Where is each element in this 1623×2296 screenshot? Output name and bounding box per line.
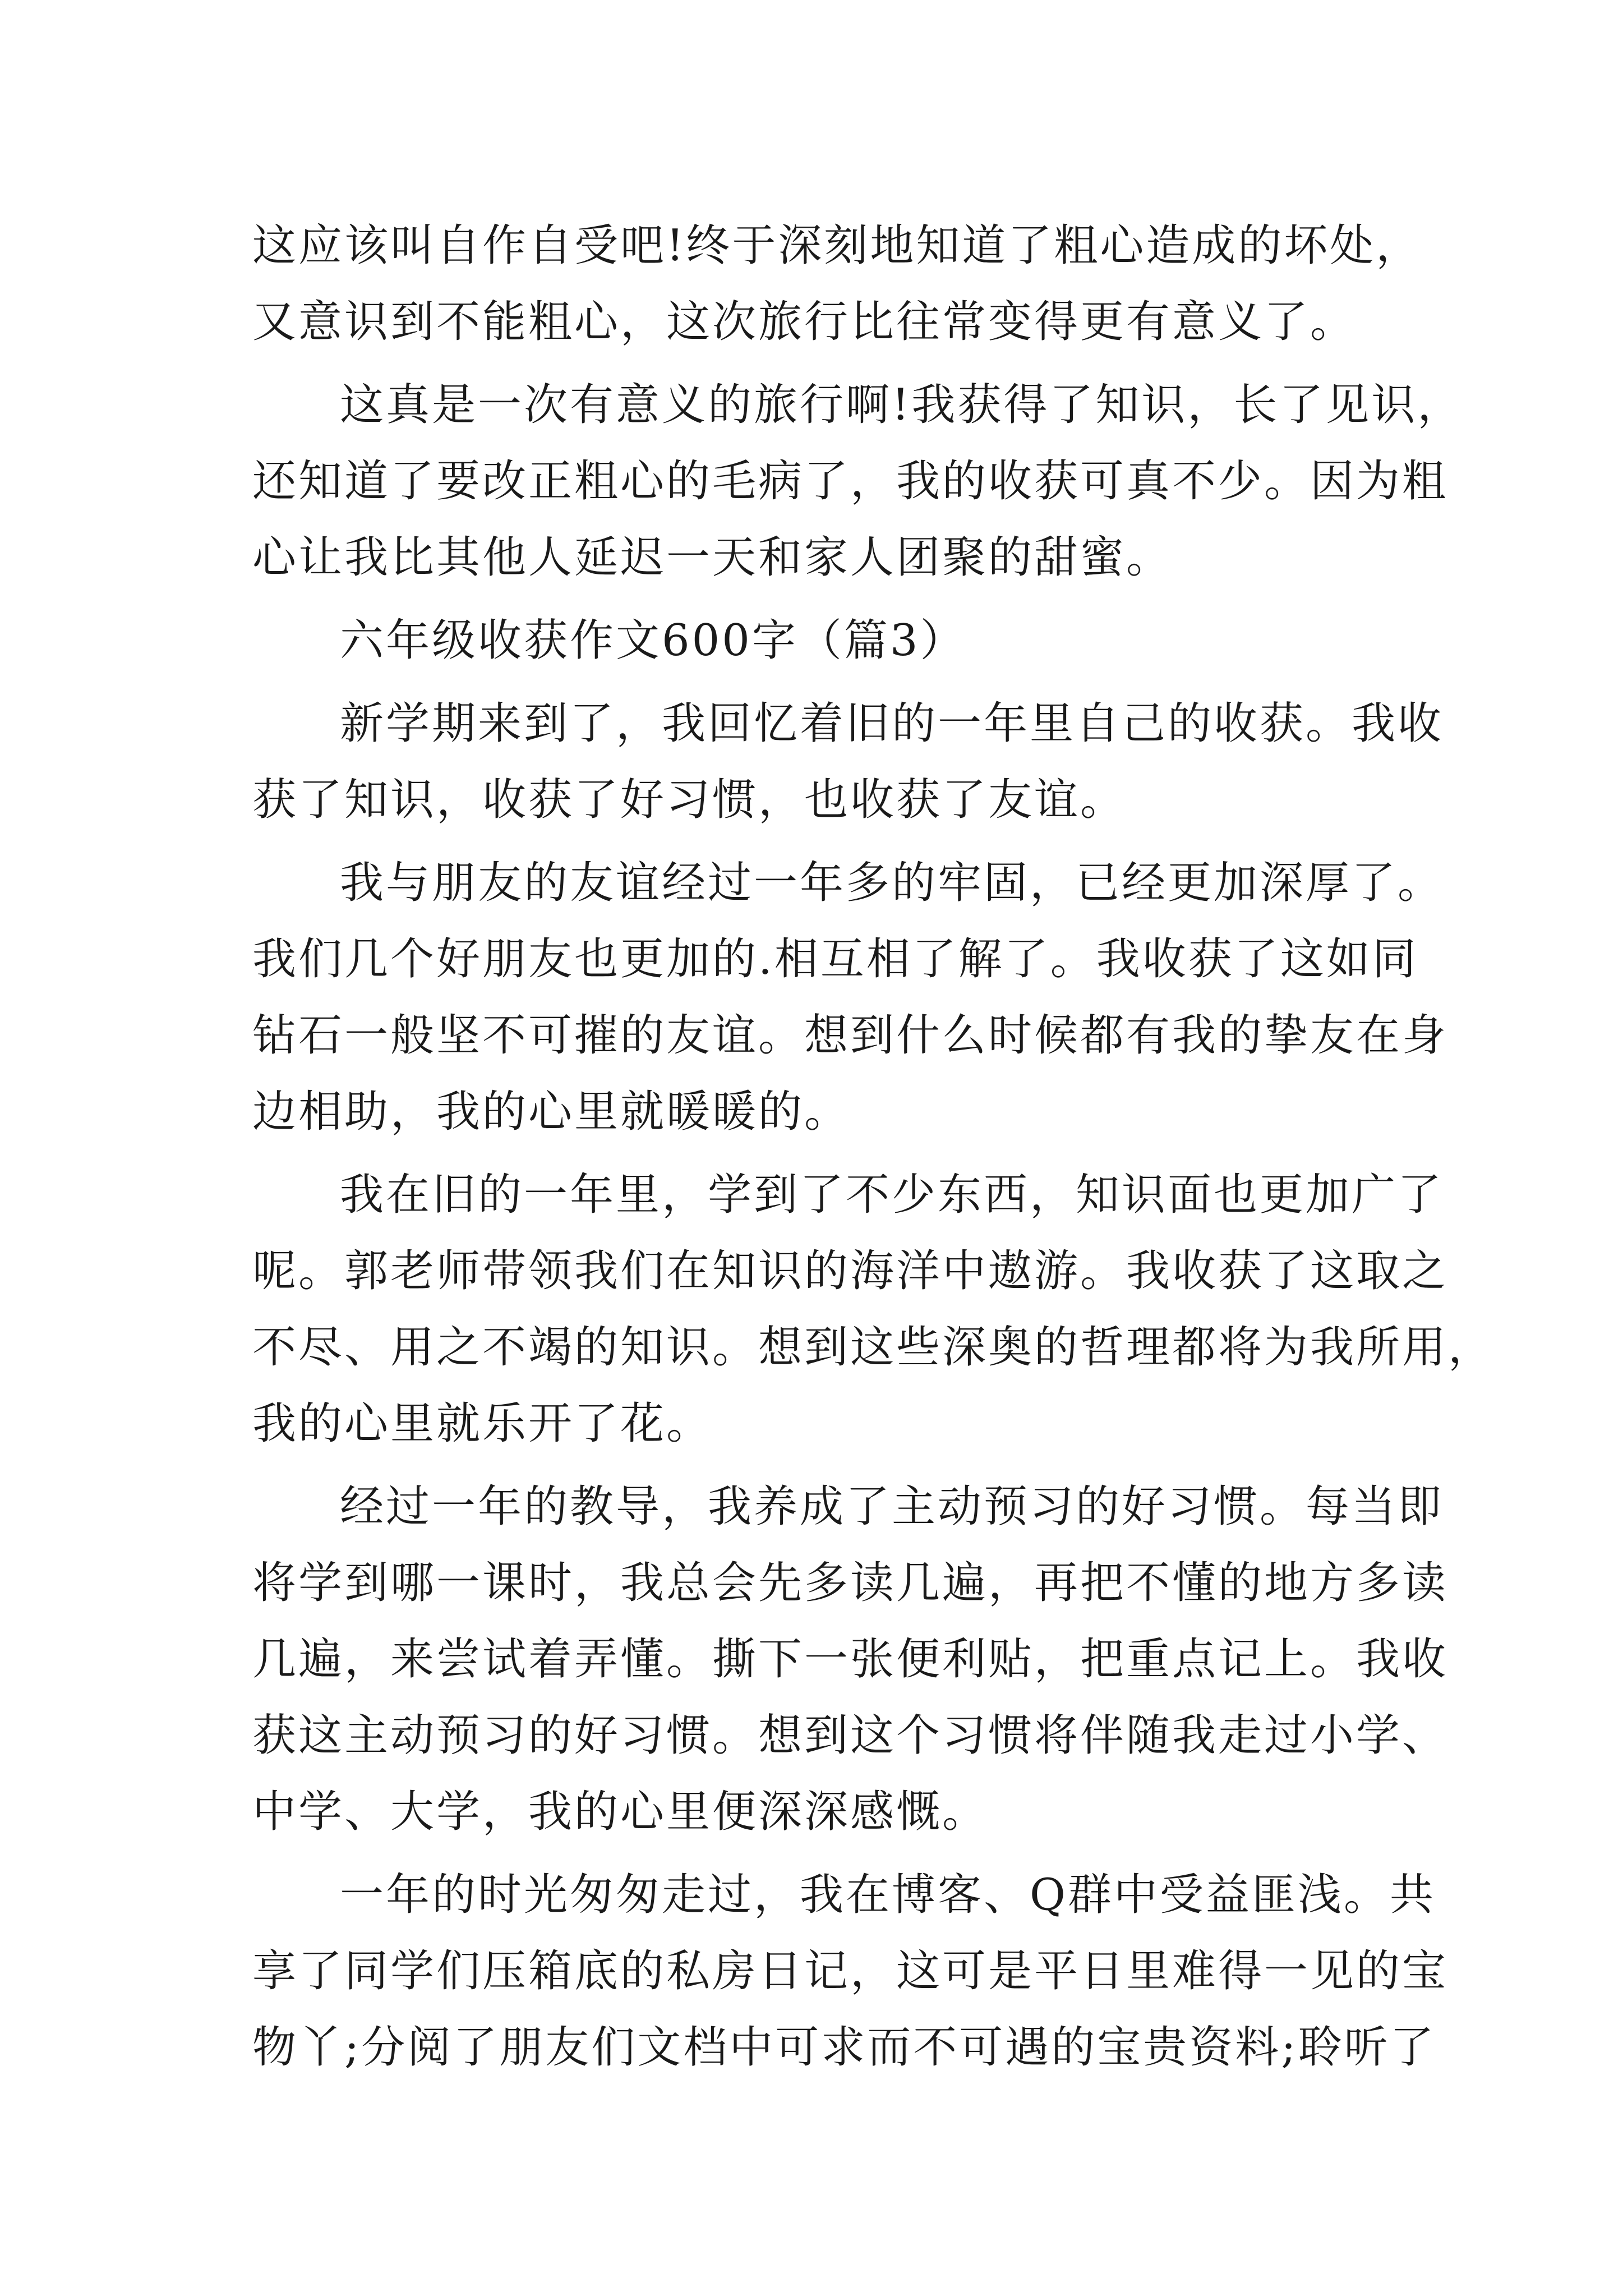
text-line: 呢。郭老师带领我们在知识的海洋中遨游。我收获了这取之 [252, 1246, 1449, 1296]
paragraph-gap [252, 1462, 1385, 1469]
text-line: 钻石一般坚不可摧的友谊。想到什么时候都有我的挚友在身 [252, 1010, 1449, 1061]
paragraph-gap [252, 1150, 1385, 1157]
text-line: 这真是一次有意义的旅行啊!我获得了知识，长了见识， [340, 380, 1464, 430]
text-line: 享了同学们压箱底的私房日记，这可是平日里难得一见的宝 [252, 1946, 1449, 1996]
text-line: 经过一年的教导，我养成了主动预习的好习惯。每当即 [340, 1481, 1444, 1532]
text-line: 中学、大学，我的心里便深深感慨。 [252, 1787, 989, 1837]
paragraph-gap [252, 679, 1385, 685]
text-line: 获这主动预习的好习惯。想到这个习惯将伴随我走过小学、 [252, 1710, 1449, 1761]
text-line: 我的心里就乐开了花。 [252, 1398, 713, 1449]
text-line: 又意识到不能粗心，这次旅行比往常变得更有意义了。 [252, 297, 1357, 347]
document-body [252, 208, 1495, 2086]
text-line: 六年级收获作文600字（篇3） [340, 615, 966, 666]
text-line: 我与朋友的友谊经过一年多的牢固，已经更加深厚了。 [340, 858, 1444, 908]
text-line: 我在旧的一年里，学到了不少东西，知识面也更加广了 [340, 1170, 1444, 1220]
paragraph-gap [252, 1850, 1385, 1857]
text-line: 边相助，我的心里就暖暖的。 [252, 1087, 851, 1137]
paragraph-gap [252, 596, 1385, 602]
text-line: 几遍，来尝试着弄懂。撕下一张便利贴，把重点记上。我收 [252, 1634, 1449, 1685]
text-line: 这应该叫自作自受吧!终于深刻地知道了粗心造成的坏处， [252, 220, 1422, 271]
text-line: 将学到哪一课时，我总会先多读几遍，再把不懂的地方多读 [252, 1558, 1449, 1608]
text-line: 新学期来到了，我回忆着旧的一年里自己的收获。我收 [340, 698, 1444, 749]
text-line: 一年的时光匆匆走过，我在博客、Q群中受益匪浅。共 [340, 1870, 1436, 1920]
text-line: 物丫;分阅了朋友们文档中可求而不可遇的宝贵资料;聆听了 [252, 2022, 1436, 2073]
text-line: 我们几个好朋友也更加的.相互相了解了。我收获了这如同 [252, 934, 1418, 984]
paragraph-gap [252, 360, 1385, 367]
paragraph-gap [252, 838, 1385, 845]
text-line: 获了知识，收获了好习惯，也收获了友谊。 [252, 775, 1127, 825]
text-line: 心让我比其他人延迟一天和家人团聚的甜蜜。 [252, 532, 1173, 583]
text-line: 不尽、用之不竭的知识。想到这些深奥的哲理都将为我所用， [252, 1322, 1495, 1373]
text-line: 还知道了要改正粗心的毛病了，我的收获可真不少。因为粗 [252, 456, 1449, 507]
